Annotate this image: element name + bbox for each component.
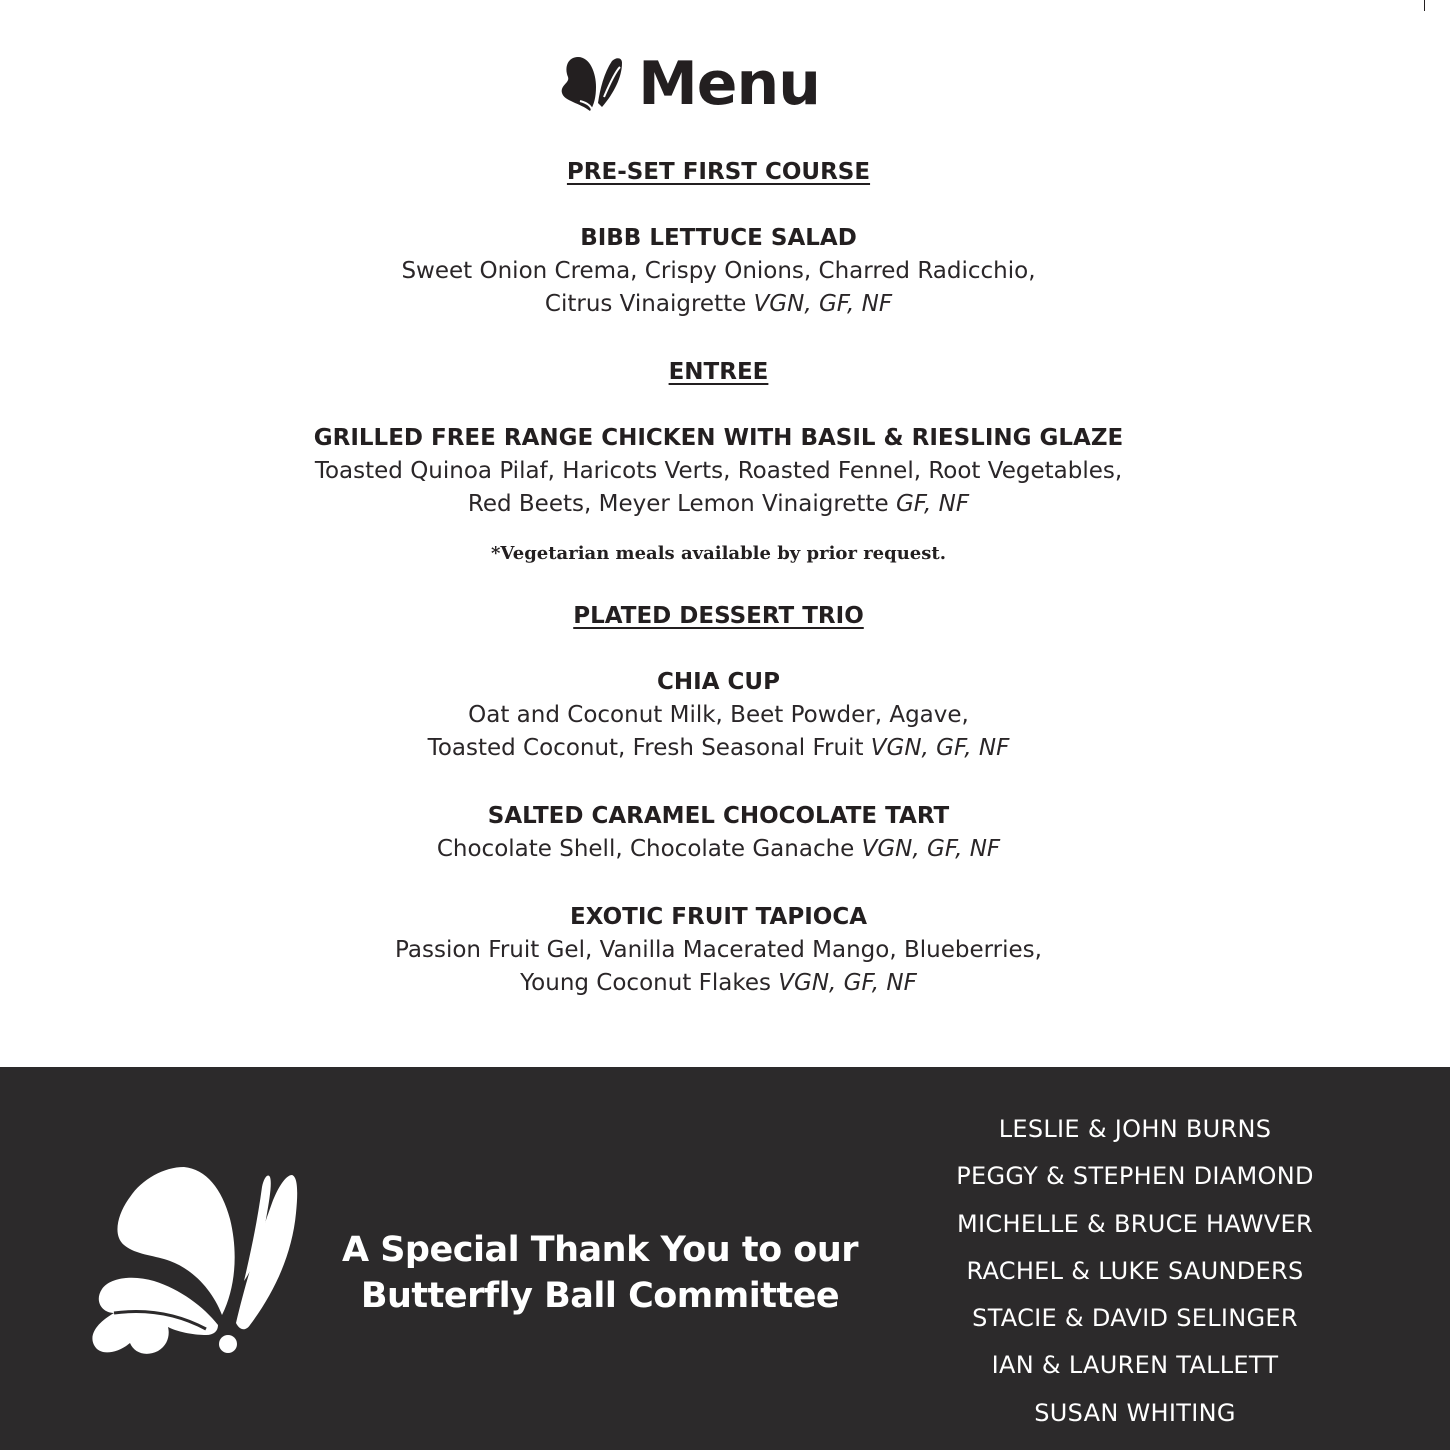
dish-name: GRILLED FREE RANGE CHICKEN WITH BASIL & RIESLING GLAZE xyxy=(313,425,1124,451)
diet-tags: VGN, GF, NF xyxy=(861,836,1001,862)
dish-name: EXOTIC FRUIT TAPIOCA xyxy=(569,904,867,930)
page-crop-mark xyxy=(1424,0,1425,11)
section-heading-dessert: PLATED DESSERT TRIO xyxy=(573,603,864,629)
vegetarian-note: *Vegetarian meals available by prior request. xyxy=(491,543,946,564)
committee-member: LESLIE & JOHN BURNS xyxy=(998,1115,1272,1143)
section-heading-entree: ENTREE xyxy=(668,359,769,385)
dish-description-line: Young Coconut Flakes VGN, GF, NF xyxy=(520,970,917,996)
menu-header xyxy=(0,48,1450,120)
dish-name: CHIA CUP xyxy=(657,669,780,695)
committee-member: MICHELLE & BRUCE HAWVER xyxy=(957,1209,1313,1238)
committee-footer xyxy=(0,1067,1450,1450)
committee-member: IAN & LAUREN TALLETT xyxy=(991,1351,1279,1380)
thank-you-line-1: A Special Thank You to our xyxy=(341,1230,859,1270)
diet-tags: VGN, GF, NF xyxy=(778,970,917,996)
committee-member: SUSAN WHITING xyxy=(1034,1398,1236,1427)
committee-member: RACHEL & LUKE SAUNDERS xyxy=(966,1256,1304,1285)
section-heading-first-course: PRE-SET FIRST COURSE xyxy=(566,159,871,185)
butterfly-icon xyxy=(84,1163,299,1358)
dish-description-line: Red Beets, Meyer Lemon Vinaigrette GF, NF xyxy=(467,491,970,517)
page-title: Menu xyxy=(638,49,820,119)
dish-description-line: Toasted Coconut, Fresh Seasonal Fruit VGN, GF, NF xyxy=(427,735,1010,761)
dish-description-line: Passion Fruit Gel, Vanilla Macerated Mango, Blueberries, xyxy=(395,937,1042,963)
thank-you-message xyxy=(330,1227,870,1319)
dish-grilled-chicken xyxy=(0,421,1437,521)
diet-tags: VGN, GF, NF xyxy=(870,735,1010,761)
committee-member: STACIE & DAVID SELINGER xyxy=(972,1304,1298,1333)
dish-exotic-fruit-tapioca xyxy=(0,900,1437,1000)
dish-bibb-lettuce-salad xyxy=(0,221,1437,321)
dish-description-line: Toasted Quinoa Pilaf, Haricots Verts, Roasted Fennel, Root Vegetables, xyxy=(314,458,1123,484)
dish-chia-cup xyxy=(0,665,1437,765)
menu-body xyxy=(0,155,1437,1000)
committee-list xyxy=(915,1106,1355,1437)
dish-description-line: Citrus Vinaigrette VGN, GF, NF xyxy=(544,291,893,317)
dish-name: SALTED CARAMEL CHOCOLATE TART xyxy=(487,803,950,829)
thank-you-line-2: Butterfly Ball Committee xyxy=(360,1276,840,1316)
butterfly-icon xyxy=(560,53,626,115)
dish-description-line: Sweet Onion Crema, Crispy Onions, Charred Radicchio, xyxy=(401,258,1036,284)
diet-tags: GF, NF xyxy=(895,491,970,517)
committee-member: PEGGY & STEPHEN DIAMOND xyxy=(956,1162,1314,1191)
dish-description-line: Oat and Coconut Milk, Beet Powder, Agave, xyxy=(468,702,969,728)
diet-tags: VGN, GF, NF xyxy=(753,291,893,317)
dish-description-line: Chocolate Shell, Chocolate Ganache VGN, GF, NF xyxy=(436,836,1001,862)
dish-salted-caramel-tart xyxy=(0,799,1437,866)
dish-name: BIBB LETTUCE SALAD xyxy=(580,225,857,251)
